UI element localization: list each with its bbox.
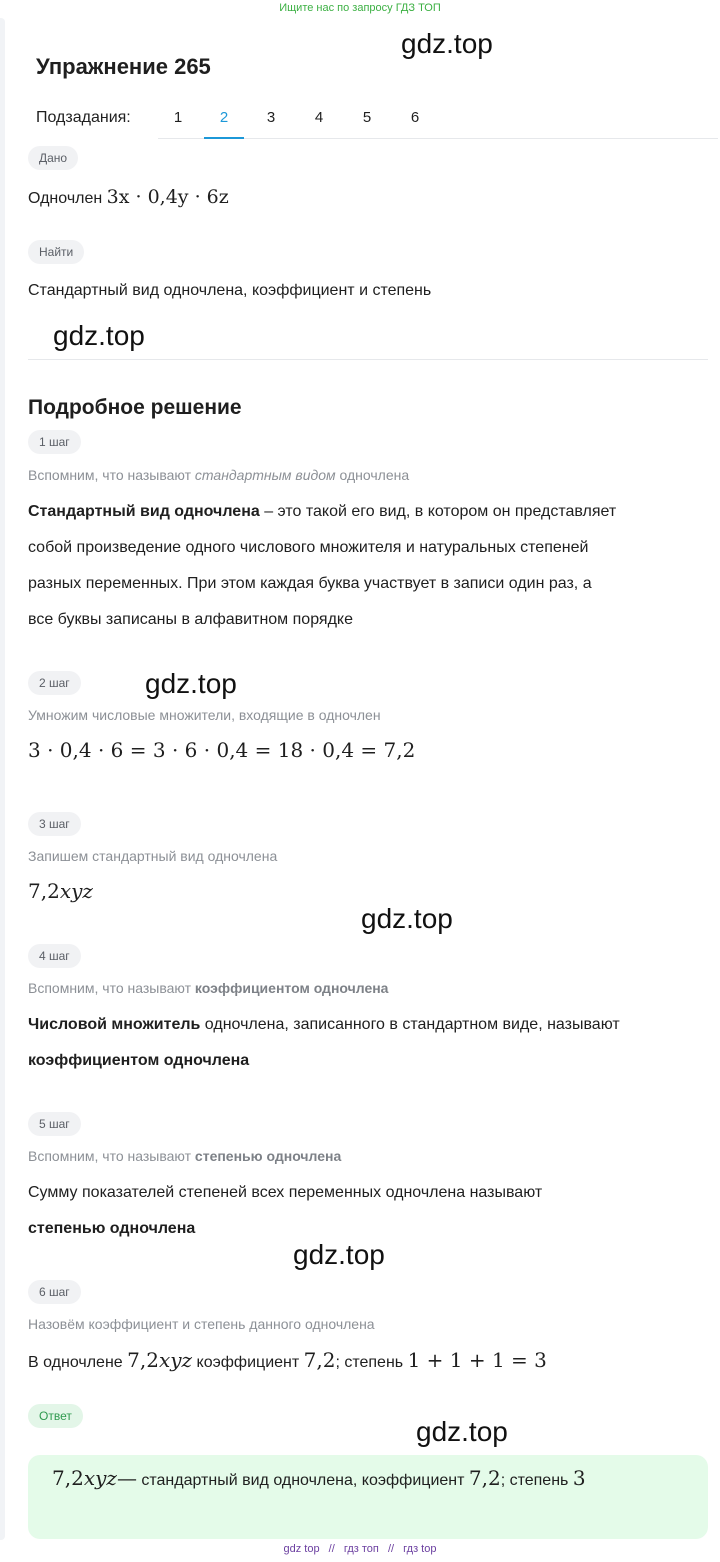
step-3-chip: 3 шаг (28, 812, 81, 836)
step-6-result (28, 1348, 547, 1372)
tab-5[interactable]: 5 (362, 109, 372, 126)
step-5-hint (28, 1148, 341, 1164)
answer-line: стандартный вид одночлена, коэффициент (136, 1472, 469, 1489)
step-4-chip: 4 шаг (28, 944, 81, 968)
tab-6[interactable]: 6 (410, 109, 420, 126)
step-6-hint: Назовём коэффициент и степень данного одночлена (28, 1316, 375, 1332)
answer-chip: Ответ (28, 1404, 83, 1428)
step-4-term-2: коэффициентом одночлена (28, 1052, 250, 1069)
exercise-title: Упражнение 265 (36, 54, 211, 79)
step-6-vars: xyz (158, 1348, 193, 1372)
step-4-hint-bold: коэффициентом одночлена (194, 980, 389, 996)
step-2-chip: 2 шаг (28, 671, 81, 695)
footer-sep: // (387, 1543, 395, 1555)
step-3-vars: xyz (59, 879, 93, 903)
step-1-hint-em: стандартным видом (194, 467, 336, 483)
watermark: gdz.top (53, 320, 145, 351)
solution-title: Подробное решение (28, 396, 242, 419)
step-1-hint-post: одночлена (335, 467, 410, 483)
top-banner[interactable]: Ищите нас по запросу ГДЗ ТОП (279, 2, 441, 14)
step-6-num: 7,2 (127, 1348, 159, 1372)
tab-1[interactable]: 1 (173, 109, 183, 126)
step-1-line: – это такой его вид, в котором он представляет (259, 503, 617, 520)
step-6-chip: 6 шаг (28, 1280, 81, 1304)
step-1-line: собой произведение одного числового множителя и натуральных степеней (28, 539, 589, 556)
subtask-tabs (158, 102, 718, 139)
given-label: Одночлен (28, 190, 103, 207)
step-5-chip: 5 шаг (28, 1112, 81, 1136)
watermark: gdz.top (401, 28, 493, 59)
tab-2[interactable]: 2 (204, 102, 244, 139)
footer-link[interactable]: гдз топ (343, 1543, 379, 1555)
answer-degree: 3 (572, 1466, 586, 1490)
step-6-text: коэффициент (192, 1354, 304, 1371)
answer-num: 7,2 (52, 1466, 84, 1490)
step-6-text: ; степень (335, 1354, 408, 1371)
step-1-line: все буквы записаны в алфавитном порядке (28, 611, 353, 628)
step-6-text: В одночлене (28, 1354, 128, 1371)
step-1-term: Стандартный вид одночлена (28, 503, 260, 520)
answer-vars: xyz (83, 1466, 117, 1490)
step-4-body (28, 1007, 718, 1079)
watermark: gdz.top (361, 903, 453, 934)
step-1-chip: 1 шаг (28, 430, 81, 454)
step-5-line: Сумму показателей степеней всех переменных одночлена называют (28, 1184, 543, 1201)
step-2-hint: Умножим числовые множители, входящие в одночлен (28, 707, 381, 723)
step-4-term: Числовой множитель (28, 1016, 201, 1033)
step-6-degree: 1 + 1 + 1 = 3 (407, 1348, 547, 1372)
step-4-line: одночлена, записанного в стандартном виде, называют (200, 1016, 620, 1033)
divider (28, 359, 708, 360)
step-1-hint-pre: Вспомним, что называют (28, 467, 195, 483)
step-5-hint-bold: степенью одночлена (194, 1148, 342, 1164)
step-3-num: 7,2 (28, 879, 60, 903)
step-5-body (28, 1175, 718, 1247)
given-expr: 3x · 0,4y · 6z (106, 186, 229, 208)
answer-coef: 7,2 (468, 1466, 501, 1490)
answer-line: ; степень (500, 1472, 573, 1489)
step-5-hint-pre: Вспомним, что называют (28, 1148, 195, 1164)
footer-link[interactable]: гдз top (403, 1543, 437, 1555)
step-1-line: разных переменных. При этом каждая буква участвует в записи один раз, а (28, 575, 592, 592)
answer-dash: — (116, 1466, 137, 1490)
find-chip: Найти (28, 240, 84, 264)
left-rail (0, 18, 5, 1540)
footer-link[interactable]: gdz top (283, 1543, 320, 1555)
given-text (28, 186, 229, 208)
step-2-expr: 3 · 0,4 · 6 = 3 · 6 · 0,4 = 18 · 0,4 = 7,2 (28, 738, 416, 762)
watermark: gdz.top (145, 668, 237, 699)
tab-3[interactable]: 3 (266, 109, 276, 126)
find-text: Стандартный вид одночлена, коэффициент и степень (28, 282, 432, 299)
watermark: gdz.top (416, 1416, 508, 1447)
watermark: gdz.top (293, 1239, 385, 1270)
step-3-expr (28, 879, 93, 903)
step-4-hint-pre: Вспомним, что называют (28, 980, 195, 996)
footer (0, 1543, 720, 1555)
solution-card (8, 18, 720, 1540)
footer-sep: // (328, 1543, 335, 1555)
step-4-hint (28, 980, 388, 996)
step-3-hint: Запишем стандартный вид одночлена (28, 848, 278, 864)
step-6-coef: 7,2 (303, 1348, 336, 1372)
step-1-hint (28, 467, 409, 483)
tab-4[interactable]: 4 (314, 109, 324, 126)
subtasks-label: Подзадания: (36, 109, 131, 126)
answer-text (52, 1466, 586, 1490)
step-1-body (28, 494, 718, 638)
given-chip: Дано (28, 146, 78, 170)
step-5-term: степенью одночлена (28, 1220, 196, 1237)
